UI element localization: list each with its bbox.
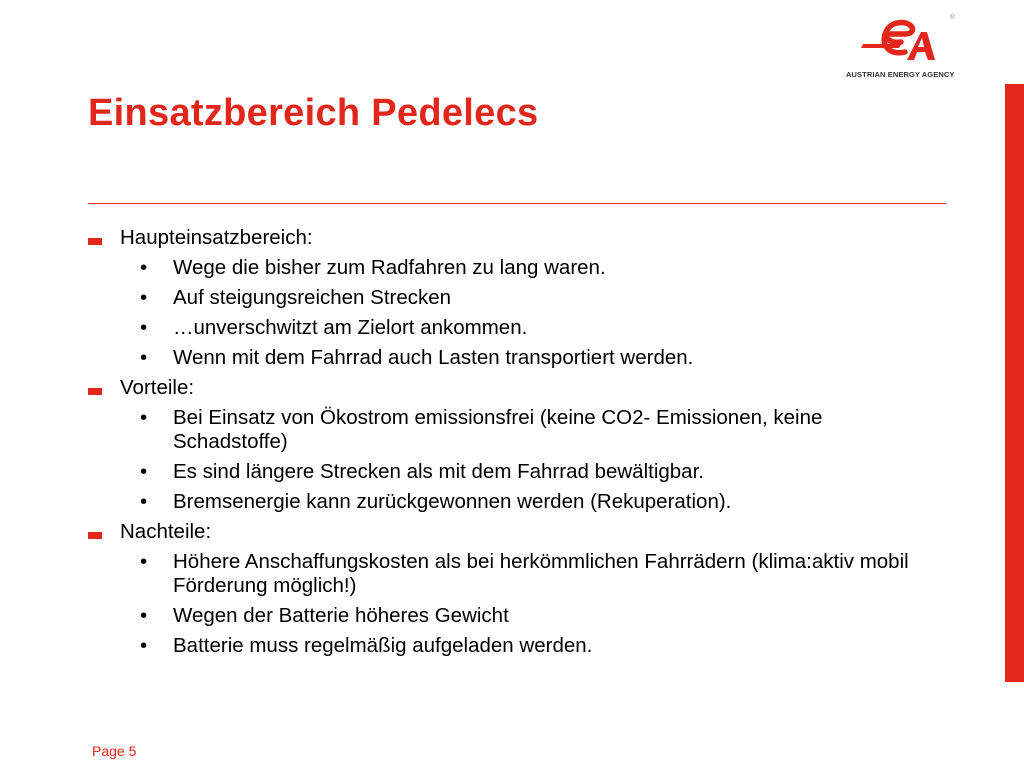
section-nachteile (88, 520, 938, 658)
bullet-dot-icon: • (140, 256, 148, 279)
list-item (88, 634, 938, 658)
bullet-list (88, 406, 938, 514)
section-haupteinsatzbereich (88, 226, 938, 370)
square-bullet-icon (88, 238, 102, 245)
bullet-dot-icon: • (140, 346, 148, 369)
list-item-text: Wegen der Batterie höheres Gewicht (173, 604, 509, 627)
bullet-list (88, 550, 938, 658)
ea-logo-icon (861, 14, 941, 66)
section-heading-text: Haupteinsatzbereich: (120, 226, 313, 249)
section-heading (88, 376, 938, 400)
square-bullet-icon (88, 388, 102, 395)
list-item (88, 316, 938, 340)
section-heading (88, 226, 938, 250)
section-vorteile (88, 376, 938, 514)
list-item-text: …unverschwitzt am Zielort ankommen. (173, 316, 528, 339)
austrian-energy-agency-logo (843, 14, 955, 80)
bullet-dot-icon: • (140, 406, 148, 429)
list-item-text: Auf steigungsreichen Strecken (173, 286, 452, 309)
square-bullet-icon (88, 532, 102, 539)
bullet-dot-icon: • (140, 490, 148, 513)
list-item-text: Es sind längere Strecken als mit dem Fahrrad bewältigbar. (173, 460, 704, 483)
page-number: Page 5 (92, 743, 137, 759)
slide-title: Einsatzbereich Pedelecs (88, 92, 539, 134)
slide-content (88, 226, 938, 664)
registered-mark: ® (949, 14, 955, 21)
list-item (88, 550, 938, 598)
list-item-text: Bei Einsatz von Ökostrom emissionsfrei (keine CO2- Emissionen, keine Schadstoffe) (173, 406, 823, 453)
logo-caption: AUSTRIAN ENERGY AGENCY (846, 70, 955, 79)
list-item (88, 460, 938, 484)
bullet-dot-icon: • (140, 634, 148, 657)
list-item-text: Höhere Anschaffungskosten als bei herkömmlichen Fahrrädern (klima:aktiv mobil Förderung möglich!) (173, 550, 909, 597)
list-item-text: Wege die bisher zum Radfahren zu lang waren. (173, 256, 606, 279)
title-divider (88, 203, 946, 204)
list-item (88, 286, 938, 310)
list-item (88, 604, 938, 628)
bullet-dot-icon: • (140, 604, 148, 627)
bullet-dot-icon: • (140, 460, 148, 483)
section-heading-text: Vorteile: (120, 376, 195, 399)
list-item-text: Bremsenergie kann zurückgewonnen werden (Rekuperation). (173, 490, 732, 513)
list-item-text: Wenn mit dem Fahrrad auch Lasten transportiert werden. (173, 346, 694, 369)
section-heading-text: Nachteile: (120, 520, 212, 543)
list-item (88, 406, 938, 454)
list-item (88, 256, 938, 280)
section-heading (88, 520, 938, 544)
side-accent-bar (1005, 84, 1024, 682)
bullet-dot-icon: • (140, 316, 148, 339)
list-item (88, 490, 938, 514)
bullet-list (88, 256, 938, 370)
bullet-dot-icon: • (140, 286, 148, 309)
bullet-dot-icon: • (140, 550, 148, 573)
list-item-text: Batterie muss regelmäßig aufgeladen werden. (173, 634, 593, 657)
list-item (88, 346, 938, 370)
